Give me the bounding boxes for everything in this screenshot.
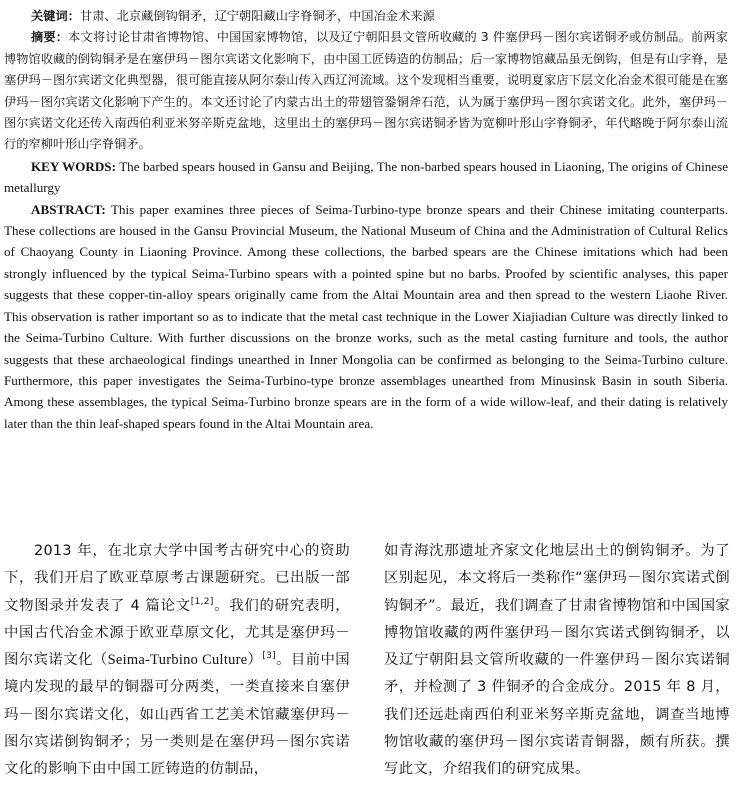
keywords-cn-text: 甘肃、北京藏倒钩铜矛，辽宁朝阳藏山字脊铜矛，中国冶金术来源 xyxy=(79,9,435,23)
abstract-en-text: This paper examines three pieces of Seima-Turbino-type bronze spears and their Chinese imitating counterparts. These collections are housed in the Gansu Provincial Museum, the National Museum of China and the Administration of Cultural Relics of Chaoyang County in Liaoning Province. Among these collections, the barbed spears are the Chinese imitations which had been strongly influenced by the typical Seima-Turbino spears with a pointed spine but no barbs. Proofed by scientific analyses, this paper suggests that these copper-tin-alloy spears originally came from the Altai Mountain area and then spread to the western Liaohe River. This observation is rather important so as to indicate that the metal cast technique in the Lower Xiajiadian Culture was directly linked to the Seima-Turbino Culture. With further discussions on the bronze works, such as the metal casting furniture and tools, the author suggests that these archaeological findings unearthed in Inner Mongolia can be confirmed as belonging to the Seima-Turbino culture. Furthermore, this paper investigates the Seima-Turbino-type bronze assemblages unearthed from Minusinsk Basin in south Siberia. Among these assemblages, the typical Seima-Turbino bronze spears are in the form of a wide willow-leaf, and their dating is relatively later than the thin leaf-shaped spears found in the Altai Mountain area. xyxy=(4,201,728,431)
body-left-part4: 。目前中国境内发现的最早的铜器可分两类，一类直接来自塞伊玛－图尔宾诺文化，如山西省工艺美术馆藏塞伊玛－图尔宾诺倒钩铜矛；另一类则是在塞伊玛－图尔宾诺文化的影响下由中国工匠铸造的仿制品， xyxy=(4,652,350,778)
abstract-cn-label: 摘要： xyxy=(31,30,69,45)
body-paragraph-left xyxy=(4,538,350,784)
keywords-en-label: KEY WORDS: xyxy=(31,158,116,174)
body-left-part2: 。我们的研究表明，中国古代冶金术源于欧亚草原文化，尤其是塞伊玛－图尔宾诺文化（ xyxy=(4,597,350,669)
keywords-cn-label: 关键词： xyxy=(31,9,80,23)
abstract-en xyxy=(4,199,728,434)
body-left-part1: 2013 年，在北京大学中国考古研究中心的资助下，我们开启了欧亚草原考古课题研究。已出版一部文物图录并发表了 4 篇论文 xyxy=(4,543,350,614)
abstract-en-label: ABSTRACT: xyxy=(31,201,106,217)
keywords-en-text: The barbed spears housed in Gansu and Beijing, The non-barbed spears housed in Liaoning, The origins of Chinese metallurgy xyxy=(4,158,728,196)
abstract-section xyxy=(4,6,728,434)
keywords-cn xyxy=(4,6,728,27)
body-left-part3: ） xyxy=(247,652,263,669)
body-paragraph-right: 如青海沈那遗址齐家文化地层出土的倒钩铜矛。为了区别起见，本文将后一类称作“塞伊玛－图尔宾诺式倒钩铜矛”。最近，我们调查了甘肃省博物馆和中国国家博物馆收藏的两件塞伊玛－图尔宾诺式倒钩铜矛，以及辽宁朝阳县文管所收藏的一件塞伊玛－图尔宾诺铜矛，并检测了 3 件铜矛的合金成分。2015 年 8 月，我们还远赴南西伯利亚米努辛斯克盆地，调查当地博物馆收藏的塞伊玛－图尔宾诺青铜器，颇有所获。撰写此文，介绍我们的研究成果。 xyxy=(384,543,730,778)
citation-1-2: [1,2] xyxy=(190,596,214,607)
abstract-cn xyxy=(4,27,728,155)
keywords-en xyxy=(4,156,728,199)
body-left-latin: Seima-Turbino Culture xyxy=(107,652,248,669)
body-column-right xyxy=(384,538,730,784)
citation-3: [3] xyxy=(262,651,276,662)
body-columns xyxy=(4,538,733,806)
body-column-left xyxy=(4,538,350,784)
abstract-cn-text: 本文将讨论甘肃省博物馆、中国国家博物馆，以及辽宁朝阳县文管所收藏的 3 件塞伊玛－图尔宾诺铜矛或仿制品。前两家博物馆收藏的倒钩铜矛是在塞伊玛－图尔宾诺文化影响下，由中国工匠铸造的仿制品；后一家博物馆藏品虽无倒钩，但是有山字脊，是塞伊玛－图尔宾诺文化典型器，很可能直接从阿尔泰山传入西辽河流域。这个发现相当重要，说明夏家店下层文化冶金术很可能是在塞伊玛－图尔宾诺文化影响下产生的。本文还讨论了内蒙古出土的带翅管銎铜斧石范，认为属于塞伊玛－图尔宾诺文化。此外，塞伊玛－图尔宾诺文化还传入南西伯利亚米努辛斯克盆地，这里出土的塞伊玛－图尔宾诺铜矛皆为宽柳叶形山字脊铜矛，年代略晚于阿尔泰山流行的窄柳叶形山字脊铜矛。 xyxy=(4,30,728,152)
